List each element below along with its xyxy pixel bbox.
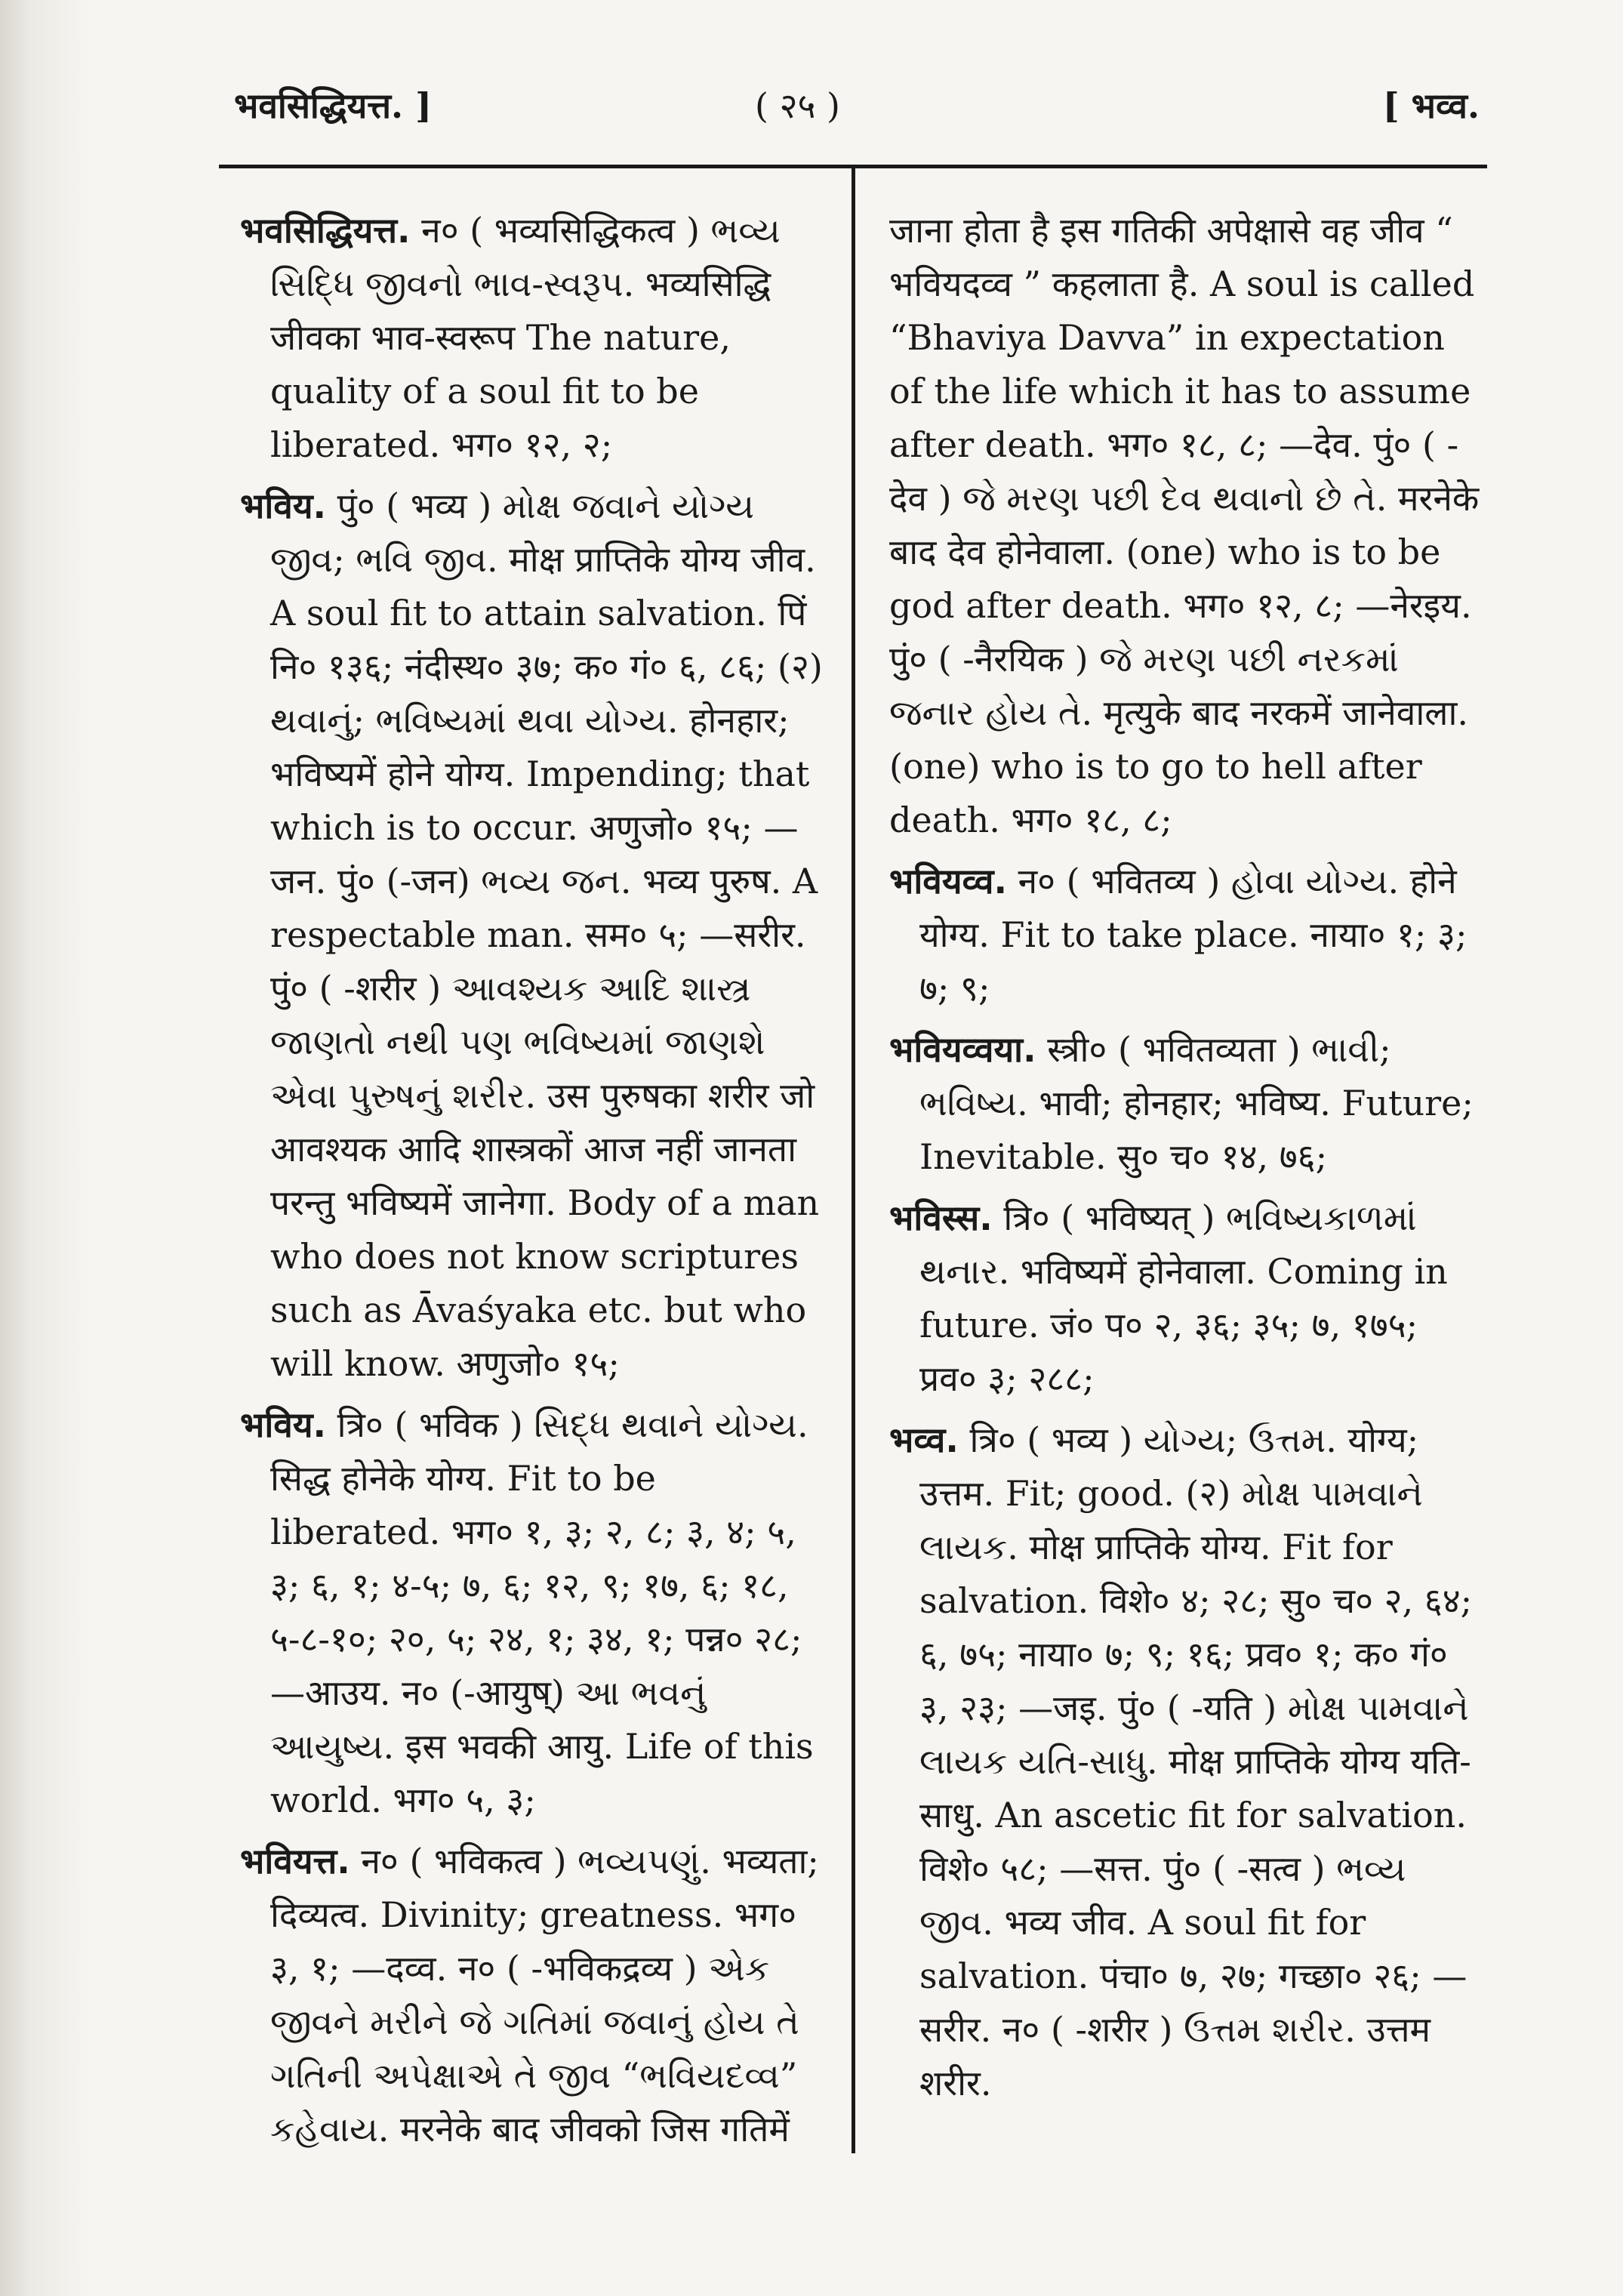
- entry-headword: भवसिद्धियत्त.: [240, 210, 411, 251]
- right-column: [889, 204, 1486, 2118]
- page-header: [226, 82, 1480, 142]
- page-number: ( २५ ): [755, 85, 840, 126]
- entry-headword: भव्व.: [889, 1419, 959, 1460]
- header-left-guide-word: भवसिद्धियत्त. ]: [234, 85, 432, 126]
- entry-headword: भविय.: [240, 1404, 326, 1445]
- dictionary-entry: [889, 1413, 1486, 2110]
- entry-headword: भवियत्त.: [240, 1841, 350, 1881]
- dictionary-entry: [240, 1835, 836, 2156]
- dictionary-entry: [240, 1398, 836, 1827]
- entry-definition: त्रि० ( भविक ) સિદ્ધ થવાને યોગ્ય. सिद्ध होनेके योग्य. Fit to be liberated. भग० १, ३; २, ८; ३, ४; ५, ३; ६, १; ४-५; ७, ६; १२, ९; १७, ६; १८, ५-८-१०; २०, ५; २४, १; ३४, १; पन्न० २८; —आउय. न० (-आयुष्) આ ભવનું આયુષ્ય. इस भवकी आयु. Life of this world. भग० ५, ३;: [270, 1404, 814, 1820]
- column-divider: [852, 168, 855, 2153]
- dictionary-entry: [889, 1023, 1486, 1184]
- dictionary-entry: [889, 855, 1486, 1015]
- dictionary-entry: [240, 479, 836, 1391]
- left-column: [240, 204, 836, 2164]
- entry-definition: न० ( भवितव्य ) હોવા યોગ્ય. होने योग्य. Fit to take place. नाया० १; ३; ७; ९;: [919, 861, 1467, 1009]
- dictionary-entry: [889, 1191, 1486, 1406]
- dictionary-entry: [240, 204, 836, 472]
- entry-headword: भविस्स.: [889, 1197, 993, 1238]
- entry-definition: त्रि० ( भविष्यत् ) ભવિષ્યકાળમાં થનાર. भविष्यमें होनेवाला. Coming in future. जं० प० २, ३६; ३५; ७, १७५; प्रव० ३; २८८;: [919, 1197, 1448, 1399]
- entry-definition: त्रि० ( भव्य ) યોગ્ય; ઉત્તમ. योग्य; उत्तम. Fit; good. (२) મોક્ષ પામવાને લાયક. मोक्ष प्राप्तिके योग्य. Fit for salvation. विशे० ४; २८; सु० च० २, ६४; ६, ७५; नाया० ७; ९; १६; प्रव० १; क० गं० ३, २३; —जइ. पुं० ( -यति ) મોક્ષ પામવાને લાયક યતિ-સાધુ. मोक्ष प्राप्तिके योग्य यति-साधु. An ascetic fit for salvation. विशे० ५८; —सत्त. पुं० ( -सत्व ) ભવ્ય જીવ. भव्य जीव. A soul fit for salvation. पंचा० ७, २७; गच्छा० २६; —सरीर. न० ( -शरीर ) ઉત્તમ શરીર. उत्तम शरीर.: [919, 1419, 1473, 2103]
- entry-headword: भविय.: [240, 485, 326, 526]
- entry-definition: न० ( भव्यसिद्धिकत्व ) ભવ્ય સિદ્ધિ જીવનો ભાવ-સ્વરૂપ. भव्यसिद्धि जीवका भाव-स्वरूप The nature, quality of a soul fit to be liberated. भग० १२, २;: [270, 210, 781, 465]
- dictionary-entry-continued: [889, 204, 1486, 847]
- entry-definition: स्त्री० ( भवितव्यता ) ભાવી; ભવિષ્ય. भावी; होनहार; भविष्य. Future; Inevitable. सु० च० १४, ७६;: [919, 1029, 1474, 1177]
- page-edge: [0, 0, 91, 2296]
- entry-definition: पुं० ( भव्य ) મોક્ષ જવાને યોગ્ય જીવ; ભવિ જીવ. मोक्ष प्राप्तिके योग्य जीव. A soul fit to attain salvation. पिं नि० १३६; नंदीस्थ० ३७; क० गं० ६, ८६; (२) થવાનું; ભવિષ્યમાં થવા યોગ્ય. होनहार; भविष्यमें होने योग्य. Impending; that which is to occur. अणुजो० १५; —जन. पुं० (-जन) ભવ્ય જન. भव्य पुरुष. A respectable man. सम० ५; —सरीर. पुं० ( -शरीर ) આવશ્યક આદિ શાસ્ત્ર જાણતો નથી પણ ભવિષ્યમાં જાણશે એવા પુરુષનું શરીર. उस पुरुषका शरीर जो आवश्यक आदि शास्त्रकों आज नहीं जानता परन्तु भविष्यमें जानेगा. Body of a man who does not know scriptures such as Āvaśyaka etc. but who will know. अणुजो० १५;: [270, 485, 823, 1384]
- entry-headword: भवियव्वया.: [889, 1029, 1036, 1070]
- entry-headword: भवियव्व.: [889, 861, 1007, 901]
- header-right-guide-word: [ भव्व.: [1382, 85, 1480, 126]
- entry-definition: न० ( भविकत्व ) ભવ્યપણું. भव्यता; दिव्यत्व. Divinity; greatness. भग० ३, १; —दव्व. न० ( -भविकद्रव्य ) એક જીવને મરીને જે ગતિમાં જવાનું હોય તે ગતિની અપેક્ષાએ તે જીવ “ભવિયદવ્વ” કહેવાય. मरनेके बाद जीवको जिस गतिमें: [270, 1841, 819, 2150]
- entry-definition: जाना होता है इस गतिकी अपेक्षासे वह जीव “ भवियदव्व ” कहलाता है. A soul is called “Bhaviya Davva” in expectation of the life which it has to assume after death. भग० १८, ८; —देव. पुं० ( -देव ) જે મરણ પછી દેવ થવાનો છે તે. मरनेके बाद देव होनेवाला. (one) who is to be god after death. भग० १२, ८; —नेरइय. पुं० ( -नैरयिक ) જે મરણ પછી નરકમાં જનાર હોય તે. मृत्युके बाद नरकमें जानेवाला. (one) who is to go to hell after death. भग० १८, ८;: [889, 210, 1480, 840]
